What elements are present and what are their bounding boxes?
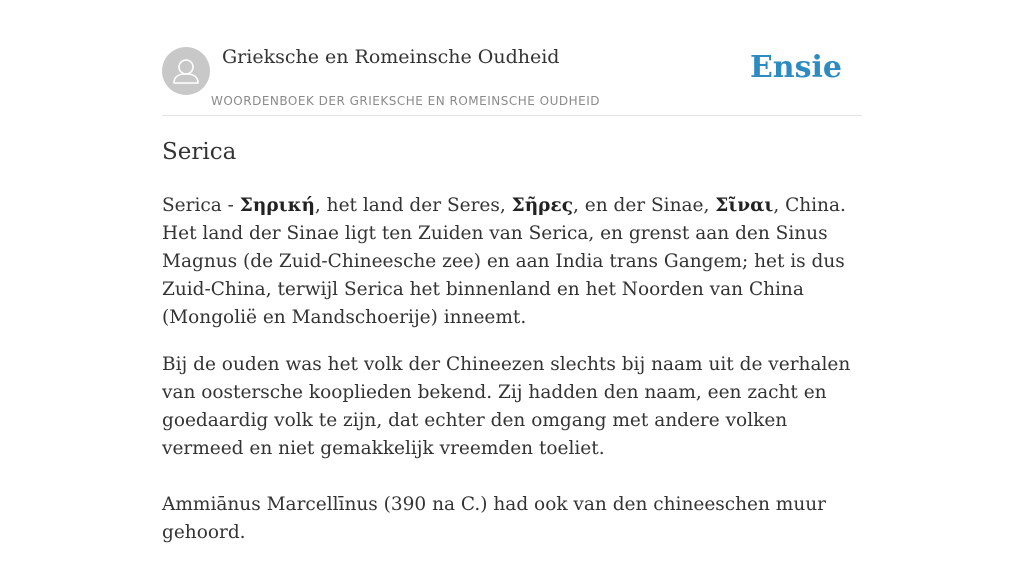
ensie-logo[interactable]: Ensie <box>749 50 842 85</box>
avatar[interactable] <box>162 47 210 95</box>
paragraph-1: Serica - Σηρική, het land der Seres, Σῆρες, en der Sinae, Σῖναι, China. Het land der Sinae ligt ten Zuiden van Serica, en grenst aan den Sinus Magnus (de Zuid-Chineesche zee) en aan India trans Gangem; het is dus Zuid-China, terwijl Serica het binnenland en het Noorden van China (Mongolië en Mandschoerije) inneemt. <box>162 195 846 328</box>
paragraph-2: Bij de ouden was het volk der Chineezen slechts bij naam uit de verhalen van oostersche kooplieden bekend. Zij hadden den naam, een zacht en goedaardig volk te zijn, dat echter den omgang met andere volken vermeed en niet gemakkelijk vreemden toeliet. <box>162 354 851 459</box>
source-subtitle[interactable]: WOORDENBOEK DER GRIEKSCHE EN ROMEINSCHE OUDHEID <box>211 94 601 108</box>
greek-term: Σῖναι <box>715 195 774 216</box>
greek-term: Σηρική <box>239 195 315 216</box>
user-icon <box>162 47 210 95</box>
paragraph-3: Ammiānus Marcellīnus (390 na C.) had ook van den chineeschen muur gehoord. <box>162 494 827 543</box>
header-divider <box>162 115 862 116</box>
entry-body <box>162 192 862 566</box>
greek-term: Σῆρες <box>511 195 573 216</box>
entry-title: Serica <box>162 139 237 165</box>
source-title[interactable]: Grieksche en Romeinsche Oudheid <box>222 46 560 68</box>
